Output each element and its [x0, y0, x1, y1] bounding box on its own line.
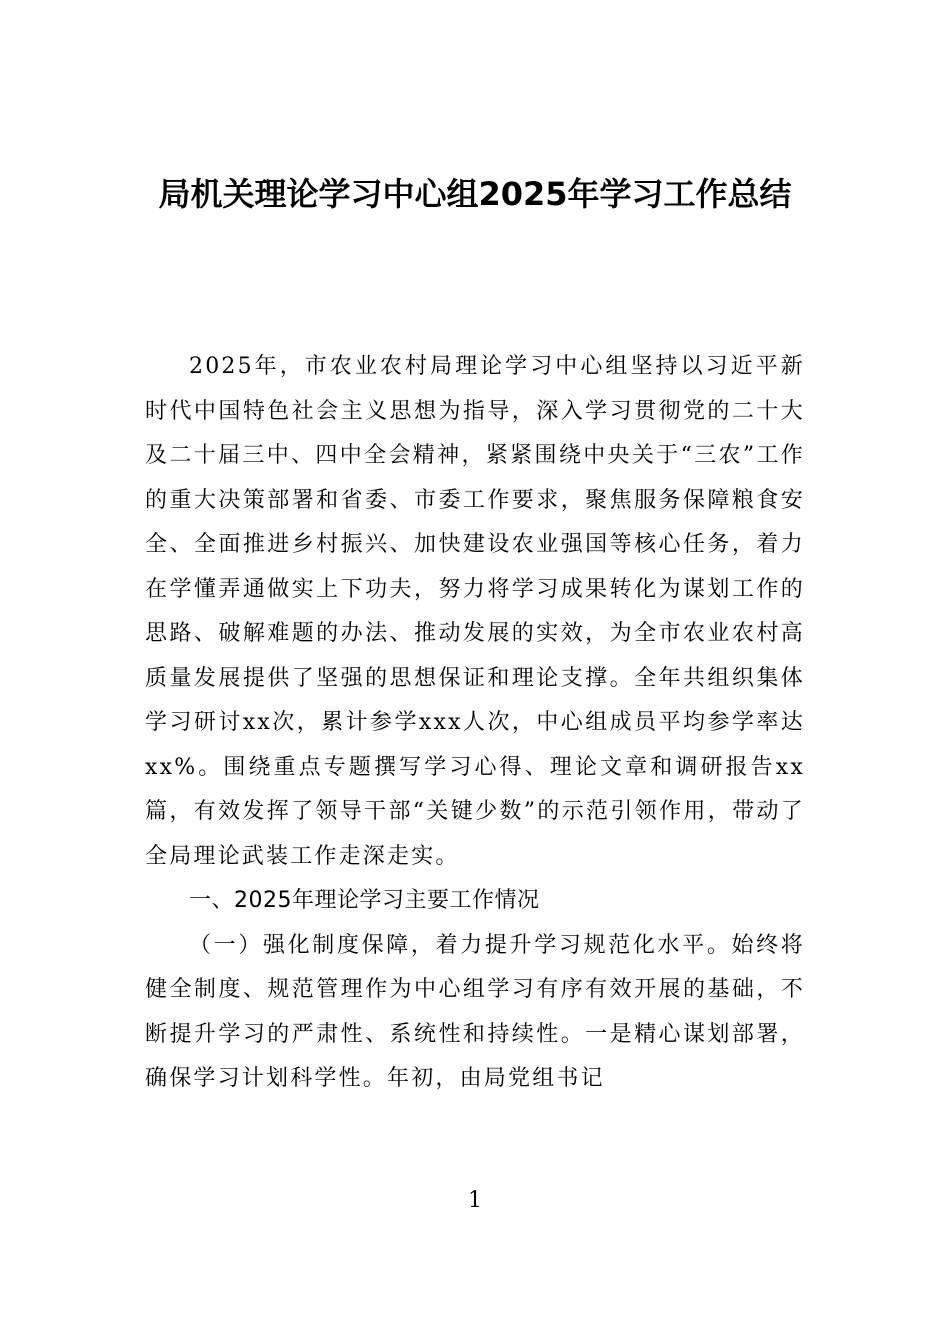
- section-paragraph: （一）强化制度保障，着力提升学习规范化水平。始终将健全制度、规范管理作为中心组学习有序有效开展的基础，不断提升学习的严肃性、系统性和持续性。一是精心谋划部署，确保学习计划科学性。年初，由局党组书记: [145, 932, 805, 1091]
- page-number: 1: [468, 1188, 482, 1213]
- section-heading: 一、2025年理论学习主要工作情况: [189, 888, 540, 913]
- document-body: [145, 345, 805, 1102]
- intro-paragraph: 2025年，市农业农村局理论学习中心组坚持以习近平新时代中国特色社会主义思想为指导，深入学习贯彻党的二十大及二十届三中、四中全会精神，紧紧围绕中央关于“三农”工作的重大决策部署和省委、市委工作要求，聚焦服务保障粮食安全、全面推进乡村振兴、加快建设农业强国等核心任务，着力在学懂弄通做实上下功夫，努力将学习成果转化为谋划工作的思路、破解难题的办法、推动发展的实效，为全市农业农村高质量发展提供了坚强的思想保证和理论支撑。全年共组织集体学习研讨xx次，累计参学xxx人次，中心组成员平均参学率达xx%。围绕重点专题撰写学习心得、理论文章和调研报告xx篇，有效发挥了领导干部“关键少数”的示范引领作用，带动了全局理论武装工作走深走实。: [145, 354, 805, 869]
- document-title: 局机关理论学习中心组2025年学习工作总结: [158, 175, 792, 213]
